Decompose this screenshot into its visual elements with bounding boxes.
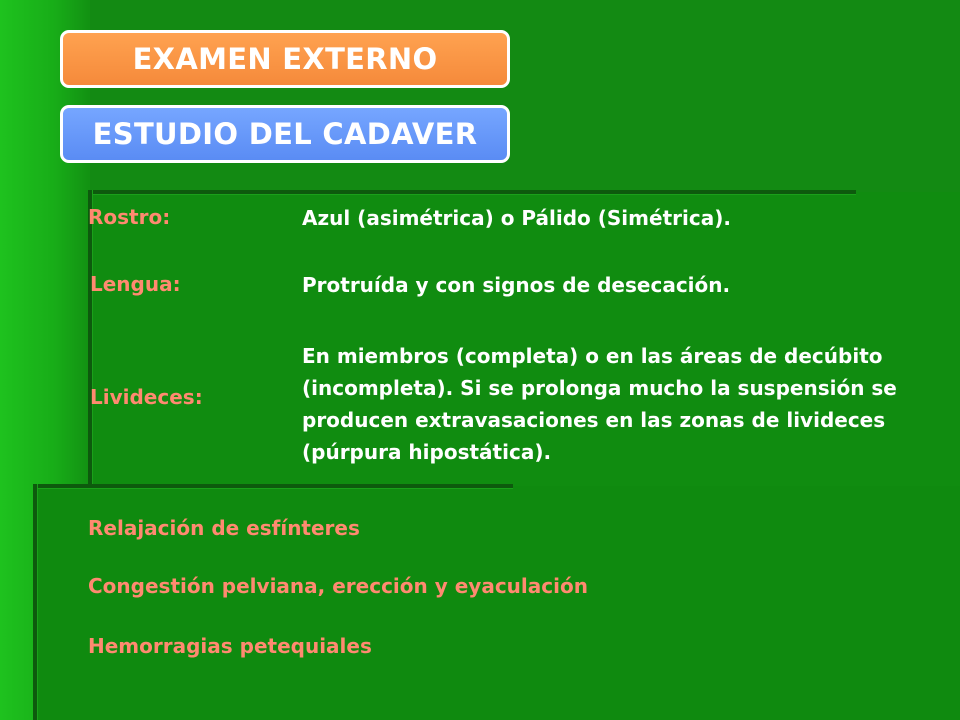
divider-line — [33, 484, 37, 720]
label-livideces: Livideces: — [90, 385, 203, 409]
label-lengua: Lengua: — [90, 272, 181, 296]
text-livideces — [302, 340, 932, 468]
text-lengua: Protruída y con signos de desecación. — [302, 273, 731, 297]
title-examen-externo: EXAMEN EXTERNO — [60, 30, 510, 88]
label-rostro: Rostro: — [88, 205, 171, 229]
title-estudio-del-cadaver: ESTUDIO DEL CADAVER — [60, 105, 510, 163]
sign-congestion-pelviana: Congestión pelviana, erección y eyaculación — [88, 574, 588, 598]
divider-line — [90, 190, 856, 194]
sign-hemorragias-petequiales: Hemorragias petequiales — [88, 634, 372, 658]
text-livideces-main: En miembros (completa) o en las áreas de decúbito (incompleta). Si se prolonga mucho la suspensión se producen extravasaciones en las zonas de livideces ( — [302, 344, 897, 464]
text-livideces-emphasis: púrpura hipostática — [311, 440, 535, 464]
text-livideces-end: ). — [534, 440, 552, 464]
divider-line — [33, 484, 513, 488]
sign-relajacion-esfinteres: Relajación de esfínteres — [88, 516, 360, 540]
divider-line — [88, 190, 92, 488]
text-rostro: Azul (asimétrica) o Pálido (Simétrica). — [302, 206, 731, 230]
